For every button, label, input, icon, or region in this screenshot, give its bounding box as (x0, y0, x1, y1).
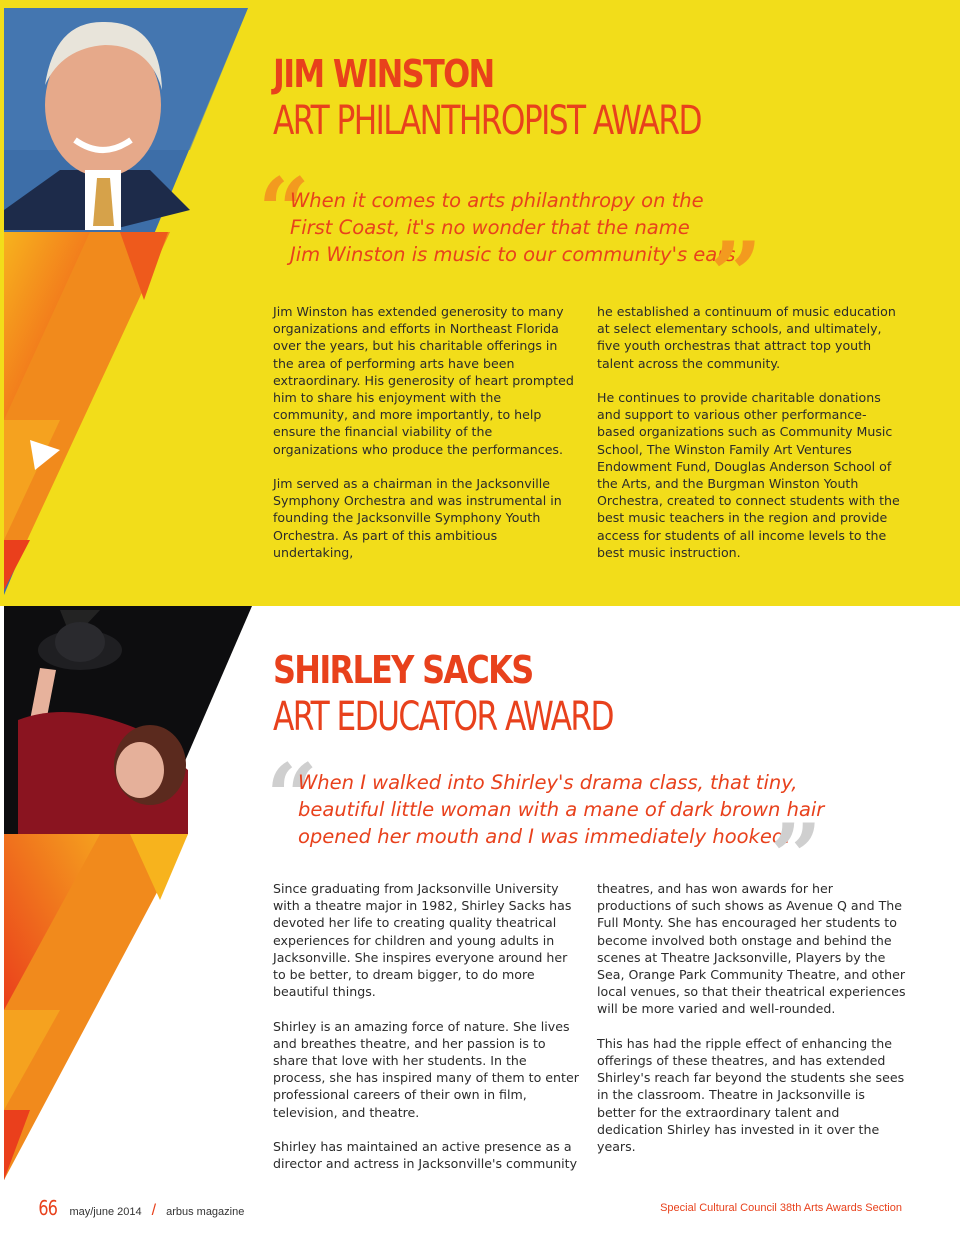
footer-left (36, 1196, 244, 1220)
body-column-right (597, 303, 903, 561)
paragraph: He continues to provide charitable donations and support to various other performance-based organizations such as Community Music School, The Winston Family Art Ventures Endowment Fund, Douglas Anderson School of the Arts, and the Burgman Winston Youth Orchestra, created to connect students with the best music teachers in the region and provide access for students of all income levels to the best music instruction. (597, 390, 900, 560)
magazine-name: arbus magazine (166, 1206, 245, 1218)
paragraph: he established a continuum of music education at select elementary schools, and ultimately, five youth orchestras that attract top youth talent across the community. (597, 304, 896, 371)
quote-line: When I walked into Shirley's drama class, that tiny, (298, 771, 798, 794)
close-quote-icon: ” (710, 222, 762, 328)
quote-line: First Coast, it's no wonder that the name (290, 216, 690, 239)
quote-line: Jim Winston is music to our community's ears. (290, 243, 742, 266)
paragraph: Since graduating from Jacksonville University with a theatre major in 1982, Shirley Sacks has devoted her life to creating quality theatrical experiences for children and young adults in Jacksonville. She inspires everyone around her to be better, to dream bigger, to do more beautiful things. (273, 881, 572, 1000)
quote-line: opened her mouth and I was immediately hooked. (298, 825, 791, 848)
issue-date: may/june 2014 (69, 1206, 142, 1218)
page-number: 66 (38, 1196, 58, 1220)
paragraph: This has had the ripple effect of enhancing the offerings of these theatres, and has extended Shirley's reach far beyond the students she sees in the classroom. Theatre in Jacksonville is better for the extraordinary talent and dedication Shirley has invested in it over the years. (597, 1035, 905, 1155)
paragraph: Shirley has maintained an active presence as a director and actress in Jacksonville's community (273, 1139, 578, 1172)
body-column-right (597, 880, 907, 1155)
award-title: ART PHILANTHROPIST AWARD (273, 98, 701, 144)
honoree-name: SHIRLEY SACKS (273, 648, 533, 692)
paragraph: Jim Winston has extended generosity to many organizations and efforts in Northeast Florida over the years, but his charitable offerings in the area of performing arts have been extraordinary. His generosity of heart prompted him to share his enjoyment with the community, and more importantly, to help ensure the financial viability of the organizations who produce the performances. (273, 304, 574, 457)
body-column-left (273, 303, 579, 561)
sacks-section (0, 606, 960, 1206)
section-label: Special Cultural Council 38th Arts Awards Section (660, 1202, 902, 1214)
honoree-name: JIM WINSTON (273, 52, 494, 96)
paragraph: Jim served as a chairman in the Jacksonville Symphony Orchestra and was instrumental in founding the Jacksonville Symphony Youth Orchestra. As part of this ambitious undertaking, (273, 476, 562, 560)
open-quote-icon: “ (266, 744, 318, 850)
paragraph: theatres, and has won awards for her productions of such shows as Avenue Q and The Full Monty. She has encouraged her students to become involved both onstage and behind the scenes at Theatre Jacksonville, Players by the Sea, Orange Park Community Theatre, and other local venues, so that their theatrical experiences will be more varied and well-rounded. (597, 881, 906, 1017)
body-column-left (273, 880, 579, 1172)
award-title: ART EDUCATOR AWARD (273, 694, 613, 740)
footer-slash: / (151, 1202, 157, 1219)
quote-line: beautiful little woman with a mane of dark brown hair (298, 798, 825, 821)
quote-line: When it comes to arts philanthropy on the (290, 189, 704, 212)
paragraph: Shirley is an amazing force of nature. She lives and breathes theatre, and her passion is to share that love with her students. In the process, she has inspired many of them to enter professional careers of their own in film, television, and theatre. (273, 1018, 579, 1120)
open-quote-icon: “ (258, 158, 310, 264)
close-quote-icon: ” (770, 804, 822, 910)
winston-section (0, 0, 960, 606)
pull-quote (298, 769, 824, 850)
pull-quote (290, 187, 742, 268)
